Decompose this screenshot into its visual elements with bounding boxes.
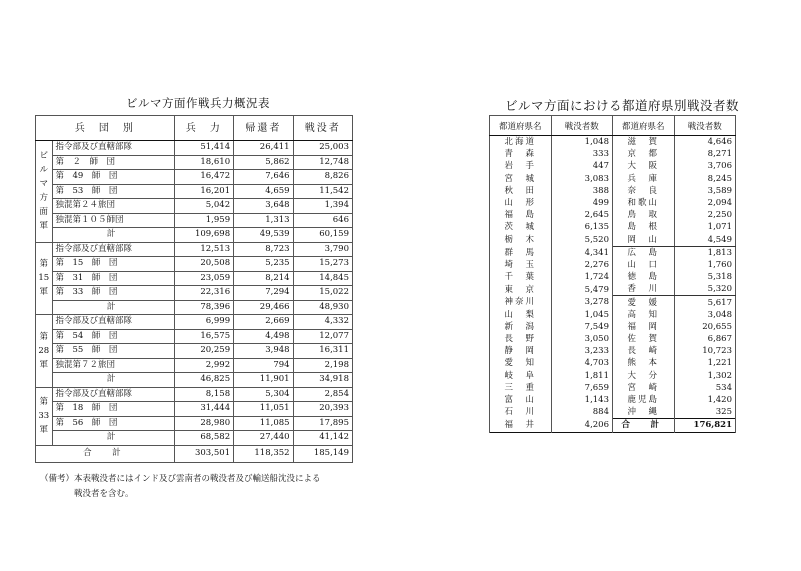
table-row [36,199,353,214]
dead-value: 25,003 [293,141,352,156]
returned-value: 5,304 [234,387,293,402]
dead-header: 戦没者 [293,116,352,141]
table-row [490,246,736,259]
returned-value: 5,235 [234,257,293,272]
subtotal-row [36,431,353,446]
right-table-header-row [490,116,736,136]
army-label [36,315,53,388]
dead-count: 4,703 [551,357,613,369]
dead-count: 3,706 [674,160,736,172]
prefecture-name: 長 野 [490,333,552,345]
returned-value: 8,723 [234,242,293,257]
army-label-char: 軍 [39,287,48,298]
force-header: 兵 力 [174,116,233,141]
table-row [490,321,736,333]
table-row [490,197,736,209]
dead-count: 3,083 [551,173,613,185]
prefecture-name: 佐 賀 [613,333,675,345]
prefecture-name: 山 口 [613,259,675,271]
army-label-char: 軍 [39,359,48,370]
count-header-right: 戦没者数 [674,116,736,136]
left-table-body [36,141,353,463]
left-table-title: ビルマ方面作戦兵力概況表 [126,96,270,110]
table-row [490,419,736,432]
prefecture-name: 青 森 [490,148,552,160]
table-row [36,358,353,373]
table-row [490,382,736,394]
unit-name: 指令部及び直轄部隊 [52,387,174,402]
dead-count: 1,811 [551,370,613,382]
table-row [490,234,736,247]
dead-count: 8,271 [674,148,736,160]
force-value: 28,980 [174,416,233,431]
table-row [36,213,353,228]
table-row [490,271,736,283]
prefecture-name: 沖 縄 [613,406,675,419]
table-row [490,357,736,369]
force-value: 12,513 [174,242,233,257]
army-label [36,141,53,243]
subtotal-label: 計 [52,228,174,243]
subtotal-force: 78,396 [174,300,233,315]
subtotal-row [36,373,353,388]
army-label [36,387,53,445]
dead-count: 1,071 [674,221,736,233]
prefecture-name: 兵 庫 [613,173,675,185]
prefecture-name: 静 岡 [490,345,552,357]
remark-line-2: 戦没者を含む。 [74,489,134,499]
returned-value: 5,862 [234,155,293,170]
table-row [490,296,736,309]
dead-count: 2,250 [674,209,736,221]
table-row [36,344,353,359]
prefecture-name: 埼 玉 [490,259,552,271]
table-row [36,141,353,156]
dead-value: 4,332 [293,315,352,330]
unit-name: 第 53 師 団 [52,184,174,199]
army-label-char: ル [39,165,48,176]
subtotal-returned: 29,466 [234,300,293,315]
army-label-char: 面 [39,207,48,218]
remark-note [40,472,321,502]
returned-value: 3,648 [234,199,293,214]
dead-count: 3,589 [674,185,736,197]
table-row [36,271,353,286]
dead-count: 1,143 [551,394,613,406]
dead-count: 6,867 [674,333,736,345]
dead-value: 15,273 [293,257,352,272]
unit-name: 第 54 師 団 [52,329,174,344]
prefecture-name: 秋 田 [490,185,552,197]
dead-count: 4,646 [674,136,736,149]
table-row [36,315,353,330]
prefecture-name: 奈 良 [613,185,675,197]
dead-count: 333 [551,148,613,160]
prefecture-name: 和歌山 [613,197,675,209]
dead-count: 4,549 [674,234,736,247]
force-value: 2,992 [174,358,233,373]
pref-header-right: 都道府県名 [613,116,675,136]
prefecture-name: 岡 山 [613,234,675,247]
dead-count: 325 [674,406,736,419]
dead-count: 1,221 [674,357,736,369]
army-label-char: 第 [39,259,48,270]
subtotal-label: 計 [52,300,174,315]
grand-total-row [36,445,353,462]
table-row [36,155,353,170]
subtotal-dead: 41,142 [293,431,352,446]
left-table-header-row [36,116,353,141]
unit-name: 第 55 師 団 [52,344,174,359]
prefecture-name: 鳥 取 [613,209,675,221]
table-row [490,173,736,185]
unit-name: 指令部及び直轄部隊 [52,141,174,156]
returned-value: 1,313 [234,213,293,228]
table-row [490,370,736,382]
right-table-body [490,136,736,433]
returned-value: 11,051 [234,402,293,417]
grand-total-force: 303,501 [174,445,233,462]
force-value: 51,414 [174,141,233,156]
army-label-char: 28 [38,345,50,356]
returned-header: 帰還者 [234,116,293,141]
army-label-char: 第 [39,397,48,407]
table-row [490,160,736,172]
total-label: 合 計 [613,419,675,432]
prefecture-name: 岩 手 [490,160,552,172]
army-label-char: ビ [39,151,48,162]
army-label-char: 方 [39,193,48,204]
dead-value: 17,895 [293,416,352,431]
unit-name: 第 33 師 団 [52,286,174,301]
unit-name: 独混第２４旅団 [52,199,174,214]
dead-count: 4,206 [551,419,613,432]
prefecture-name: 徳 島 [613,271,675,283]
dead-value: 2,854 [293,387,352,402]
grand-total-label: 合 計 [36,445,175,462]
dead-count: 447 [551,160,613,172]
prefecture-name: 宮 崎 [613,382,675,394]
returned-value: 7,294 [234,286,293,301]
table-row [490,136,736,149]
dead-count: 388 [551,185,613,197]
table-row [36,387,353,402]
grand-total-dead: 185,149 [293,445,352,462]
prefecture-dead-table [489,115,736,433]
dead-value: 8,826 [293,170,352,185]
dead-count: 1,420 [674,394,736,406]
table-row [36,170,353,185]
table-row [490,148,736,160]
prefecture-name: 岐 阜 [490,370,552,382]
prefecture-name: 新 潟 [490,321,552,333]
subtotal-dead: 60,159 [293,228,352,243]
force-value: 6,999 [174,315,233,330]
returned-value: 4,659 [234,184,293,199]
dead-count: 1,048 [551,136,613,149]
dead-value: 646 [293,213,352,228]
prefecture-name: 愛 知 [490,357,552,369]
force-summary-table [35,115,353,463]
dead-count: 10,723 [674,345,736,357]
prefecture-name: 富 山 [490,394,552,406]
unit-name: 第 49 師 団 [52,170,174,185]
table-row [36,286,353,301]
table-row [36,184,353,199]
total-value: 176,821 [674,419,736,432]
prefecture-name: 神奈川 [490,296,552,309]
unit-name: 指令部及び直轄部隊 [52,315,174,330]
dead-value: 12,748 [293,155,352,170]
army-label-char: 軍 [39,425,48,435]
subtotal-label: 計 [52,373,174,388]
army-label-char: 軍 [39,221,48,232]
dead-count: 499 [551,197,613,209]
subtotal-dead: 34,918 [293,373,352,388]
dead-count: 4,341 [551,246,613,259]
prefecture-name: 石 川 [490,406,552,419]
returned-value: 794 [234,358,293,373]
prefecture-name: 大 分 [613,370,675,382]
unit-name: 第 31 師 団 [52,271,174,286]
dead-count: 534 [674,382,736,394]
prefecture-name: 熊 本 [613,357,675,369]
subtotal-dead: 48,930 [293,300,352,315]
table-row [36,242,353,257]
force-value: 1,959 [174,213,233,228]
dead-count: 1,724 [551,271,613,283]
army-label-char: 15 [38,273,50,284]
force-value: 31,444 [174,402,233,417]
dead-count: 5,617 [674,296,736,309]
prefecture-name: 栃 木 [490,234,552,247]
prefecture-name: 長 崎 [613,345,675,357]
subtotal-label: 計 [52,431,174,446]
force-value: 20,508 [174,257,233,272]
dead-count: 5,520 [551,234,613,247]
subtotal-force: 46,825 [174,373,233,388]
subtotal-force: 68,582 [174,431,233,446]
force-value: 22,316 [174,286,233,301]
prefecture-name: 鹿児島 [613,394,675,406]
table-row [490,345,736,357]
prefecture-name: 北海道 [490,136,552,149]
table-row [490,209,736,221]
returned-value: 2,669 [234,315,293,330]
table-row [490,283,736,296]
dead-count: 20,655 [674,321,736,333]
prefecture-name: 島 根 [613,221,675,233]
prefecture-name: 福 島 [490,209,552,221]
army-label-char: 第 [39,331,48,342]
returned-value: 26,411 [234,141,293,156]
table-row [490,221,736,233]
army-label-char: 33 [38,411,50,421]
returned-value: 11,085 [234,416,293,431]
subtotal-returned: 11,901 [234,373,293,388]
table-row [36,416,353,431]
prefecture-name: 山 形 [490,197,552,209]
table-row [36,257,353,272]
table-row [490,259,736,271]
pref-header-left: 都道府県名 [490,116,552,136]
dead-value: 3,790 [293,242,352,257]
subtotal-row [36,228,353,243]
dead-count: 2,094 [674,197,736,209]
table-row [490,333,736,345]
prefecture-name: 三 重 [490,382,552,394]
prefecture-name: 東 京 [490,283,552,296]
returned-value: 8,214 [234,271,293,286]
dead-count: 2,645 [551,209,613,221]
prefecture-name: 福 岡 [613,321,675,333]
unit-name: 独混第１０５師団 [52,213,174,228]
returned-value: 7,646 [234,170,293,185]
prefecture-name: 広 島 [613,246,675,259]
dead-count: 8,245 [674,173,736,185]
dead-count: 1,045 [551,309,613,321]
dead-count: 1,813 [674,246,736,259]
table-row [490,406,736,419]
subtotal-row [36,300,353,315]
dead-count: 3,050 [551,333,613,345]
dead-count: 1,302 [674,370,736,382]
subtotal-returned: 49,539 [234,228,293,243]
returned-value: 3,948 [234,344,293,359]
dead-value: 14,845 [293,271,352,286]
prefecture-name: 大 阪 [613,160,675,172]
prefecture-name: 茨 城 [490,221,552,233]
dead-count: 5,318 [674,271,736,283]
grand-total-returned: 118,352 [234,445,293,462]
dead-count: 7,549 [551,321,613,333]
unit-header: 兵 団 別 [36,116,175,141]
dead-count: 5,320 [674,283,736,296]
right-table-title: ビルマ方面における都道府県別戦没者数 [505,98,740,113]
dead-count: 1,760 [674,259,736,271]
dead-count: 2,276 [551,259,613,271]
table-row [490,394,736,406]
table-row [36,402,353,417]
prefecture-name: 京 都 [613,148,675,160]
army-label [36,242,53,315]
dead-count: 3,233 [551,345,613,357]
army-label-char: マ [39,179,48,190]
prefecture-name: 高 知 [613,309,675,321]
table-row [490,309,736,321]
prefecture-name: 山 梨 [490,309,552,321]
force-value: 18,610 [174,155,233,170]
unit-name: 第 18 師 団 [52,402,174,417]
dead-count: 884 [551,406,613,419]
prefecture-name: 群 馬 [490,246,552,259]
force-value: 5,042 [174,199,233,214]
unit-name: 第 15 師 団 [52,257,174,272]
force-value: 20,259 [174,344,233,359]
force-value: 16,201 [174,184,233,199]
force-value: 16,575 [174,329,233,344]
prefecture-name: 福 井 [490,419,552,432]
unit-name: 第 ２ 師 団 [52,155,174,170]
prefecture-name: 滋 賀 [613,136,675,149]
force-value: 23,059 [174,271,233,286]
dead-value: 1,394 [293,199,352,214]
dead-value: 15,022 [293,286,352,301]
table-row [36,329,353,344]
prefecture-name: 香 川 [613,283,675,296]
dead-value: 12,077 [293,329,352,344]
count-header-left: 戦没者数 [551,116,613,136]
subtotal-force: 109,698 [174,228,233,243]
dead-value: 2,198 [293,358,352,373]
subtotal-returned: 27,440 [234,431,293,446]
returned-value: 4,498 [234,329,293,344]
dead-count: 3,278 [551,296,613,309]
prefecture-name: 愛 媛 [613,296,675,309]
dead-count: 5,479 [551,283,613,296]
remark-line-1: （備考）本表戦没者にはインド及び雲南者の戦没者及び輸送船沈没による [40,474,321,484]
dead-value: 16,311 [293,344,352,359]
prefecture-name: 千 葉 [490,271,552,283]
dead-count: 7,659 [551,382,613,394]
force-value: 16,472 [174,170,233,185]
dead-count: 3,048 [674,309,736,321]
dead-count: 6,135 [551,221,613,233]
unit-name: 指令部及び直轄部隊 [52,242,174,257]
force-value: 8,158 [174,387,233,402]
unit-name: 第 56 師 団 [52,416,174,431]
unit-name: 独混第７２旅団 [52,358,174,373]
prefecture-name: 宮 城 [490,173,552,185]
table-row [490,185,736,197]
dead-value: 11,542 [293,184,352,199]
dead-value: 20,393 [293,402,352,417]
